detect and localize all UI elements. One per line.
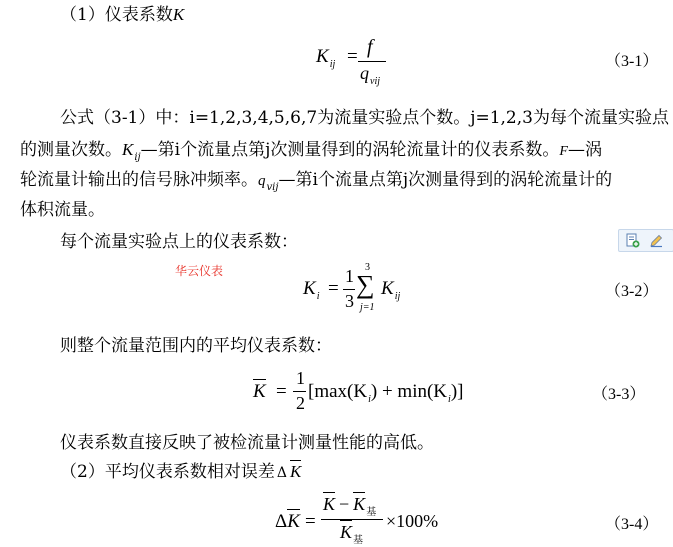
eq3-denominator: 2 bbox=[296, 393, 305, 413]
eq4-number: （3-4） bbox=[605, 516, 659, 533]
eq2-denominator: 3 bbox=[345, 291, 354, 311]
para1-line2: 的测量次数。$K_{ij}—$第i个流量点第j次测量得到的涡轮流量计的仪表系数。F—涡 bbox=[20, 140, 602, 163]
para3: 则整个流量范围内的平均仪表系数： bbox=[60, 336, 332, 356]
eq2-numerator: 1 bbox=[345, 266, 354, 286]
eq1-lhs: $K_{ij}$ bbox=[316, 46, 336, 70]
eq4-equals: = bbox=[305, 511, 316, 532]
para1-line4: 体积流量。 bbox=[20, 200, 105, 220]
eq4-fraction-bar bbox=[321, 519, 383, 520]
add-sheet-icon[interactable] bbox=[625, 233, 640, 248]
eq1-numerator: f bbox=[367, 36, 373, 58]
eq3-equals: = bbox=[276, 381, 287, 402]
para2: 每个流量实验点上的仪表系数： bbox=[60, 232, 298, 252]
eq3-body: $[\max(K_i) + \min(K_i)]$ bbox=[308, 381, 464, 405]
eq2-fraction-bar bbox=[343, 289, 355, 290]
eq4-rhs: ×100% bbox=[386, 511, 439, 531]
eq1-equals: = bbox=[347, 46, 358, 67]
eq1-fraction-bar bbox=[358, 61, 386, 62]
para1-line1: 公式（3-1）中：i=1,2,3,4,5,6,7为流量实验点个数。j=1,2,3为每个流量实验点 bbox=[60, 108, 669, 128]
eq4-lhs: ΔK bbox=[275, 511, 300, 532]
eq3-number: （3-3） bbox=[592, 386, 646, 403]
section-1-heading: （1）仪表系数K bbox=[60, 5, 185, 25]
watermark-label: 华云仪表 bbox=[175, 264, 224, 278]
eq4-denominator: $K_基$ bbox=[340, 522, 364, 546]
eq2-equals: = bbox=[328, 278, 339, 299]
eq1-denominator: $q_{vij}$ bbox=[360, 63, 380, 87]
para4: 仪表系数直接反映了被检流量计测量性能的高低。 bbox=[60, 433, 434, 453]
edit-pencil-icon[interactable] bbox=[649, 233, 664, 248]
eq2-sum-top: 3 bbox=[365, 262, 370, 273]
eq1-number: （3-1） bbox=[605, 53, 659, 70]
floating-toolbar bbox=[618, 229, 673, 252]
eq3-lhs: K bbox=[253, 381, 266, 402]
eq2-number: （3-2） bbox=[605, 283, 659, 300]
eq2-sum-bottom: j=1 bbox=[360, 302, 375, 313]
eq4-numerator: $K - K_基$ bbox=[323, 494, 377, 518]
eq2-lhs: $K_i$ bbox=[303, 278, 320, 302]
eq3-fraction-bar bbox=[293, 391, 306, 392]
section-2-heading: （2）平均仪表系数相对误差 Δ K bbox=[60, 462, 302, 482]
eq2-rhs: $K_{ij}$ bbox=[381, 278, 401, 302]
para1-line3: 轮流量计输出的信号脉冲频率。$q_{vij}—$第i个流量点第j次测量得到的涡轮流量计的 bbox=[20, 170, 613, 193]
eq3-numerator: 1 bbox=[296, 368, 305, 388]
eq2-sum-sign: ∑ bbox=[356, 270, 375, 299]
